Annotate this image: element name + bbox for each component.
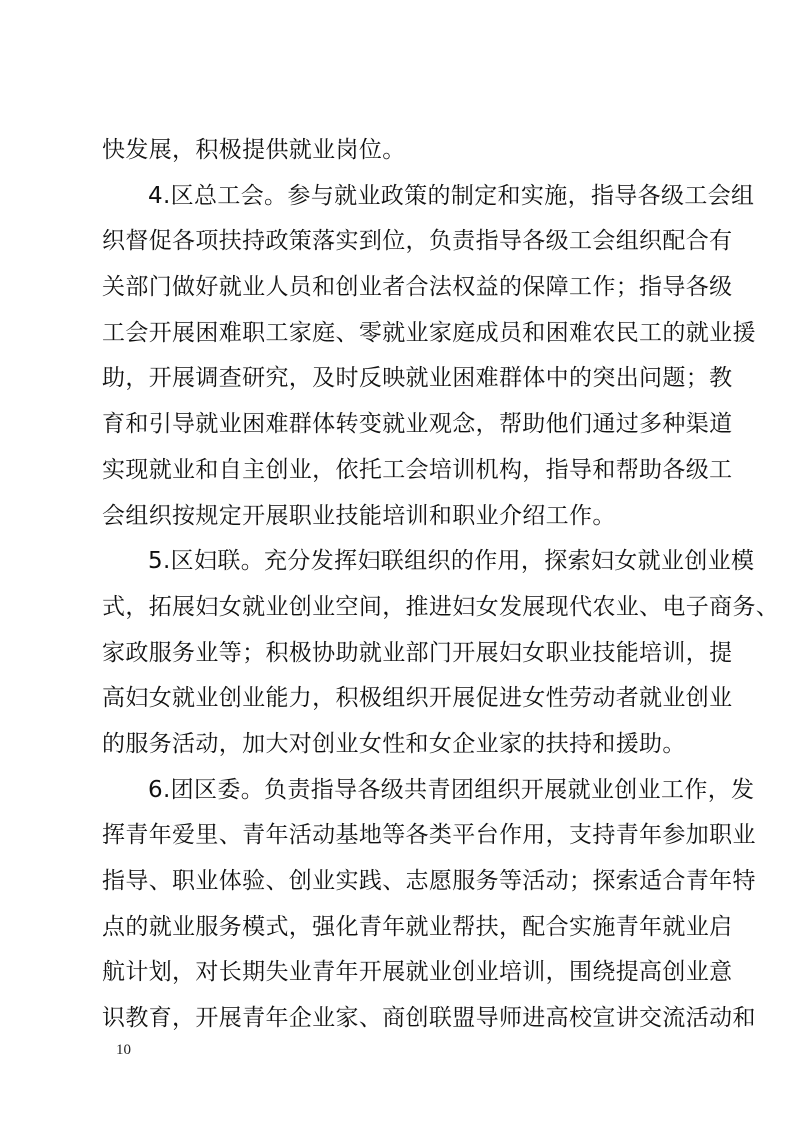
- text-line: 会组织按规定开展职业技能培训和职业介绍工作。: [102, 502, 616, 529]
- text-line: 实现就业和自主创业，依托工会培训机构，指导和帮助各级工: [102, 456, 733, 483]
- text-line: 识教育，开展青年企业家、商创联盟导师进高校宣讲交流活动和: [102, 1005, 756, 1032]
- page-number: 10: [116, 1042, 131, 1058]
- text-line: 航计划，对长期失业青年开展就业创业培训，围绕提高创业意: [102, 959, 733, 986]
- paragraph-start-line: 6.团区委。负责指导各级共青团组织开展就业创业工作，发: [148, 776, 755, 803]
- text-line: 高妇女就业创业能力，积极组织开展促进女性劳动者就业创业: [102, 685, 733, 712]
- text-line: 指导、职业体验、创业实践、志愿服务等活动；探索适合青年特: [102, 868, 756, 894]
- text-line: 的服务活动，加大对创业女性和女企业家的扶持和援助。: [102, 730, 686, 757]
- text-line: 家政服务业等；积极协助就业部门开展妇女职业技能培训，提: [102, 639, 733, 666]
- text-line: 织督促各项扶持政策落实到位，负责指导各级工会组织配合有: [102, 228, 733, 255]
- text-line: 助，开展调查研究，及时反映就业困难群体中的突出问题；教: [102, 365, 733, 392]
- text-line: 关部门做好就业人员和创业者合法权益的保障工作；指导各级: [102, 274, 733, 301]
- paragraph-start-line: 4.区总工会。参与就业政策的制定和实施，指导各级工会组: [148, 182, 755, 209]
- body-text: [102, 128, 780, 1042]
- text-line: 式，拓展妇女就业创业空间，推进妇女发展现代农业、电子商务、: [102, 593, 780, 620]
- text-line: 挥青年爱里、青年活动基地等各类平台作用，支持青年参加职业: [102, 822, 756, 849]
- text-line: 育和引导就业困难群体转变就业观念，帮助他们通过多种渠道: [102, 411, 733, 438]
- text-line: 工会开展困难职工家庭、零就业家庭成员和困难农民工的就业援: [102, 319, 756, 346]
- text-line: 快发展，积极提供就业岗位。: [102, 137, 406, 163]
- text-line: 点的就业服务模式，强化青年就业帮扶，配合实施青年就业启: [102, 913, 733, 940]
- paragraph-start-line: 5.区妇联。充分发挥妇联组织的作用，探索妇女就业创业模: [148, 548, 755, 575]
